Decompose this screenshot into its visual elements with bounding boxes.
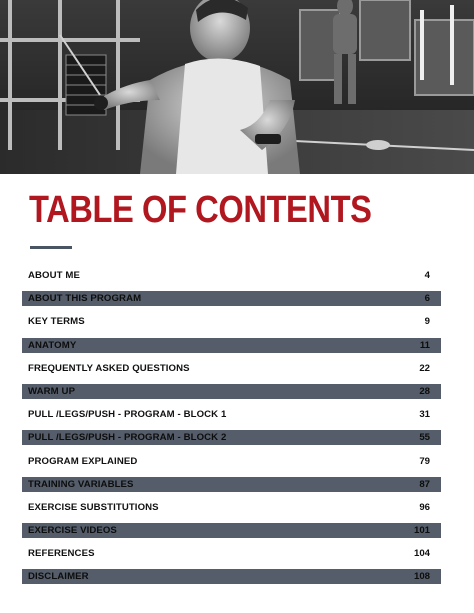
- toc-entry-label: ABOUT THIS PROGRAM: [28, 293, 142, 305]
- toc-entry-page-number: 6: [424, 293, 430, 305]
- toc-entry[interactable]: [22, 407, 441, 422]
- toc-entry[interactable]: [22, 569, 441, 584]
- toc-entry-label: REFERENCES: [28, 548, 95, 560]
- toc-entry-label: PULL /LEGS/PUSH - PROGRAM - BLOCK 1: [28, 409, 227, 421]
- toc-entry-page-number: 87: [419, 478, 430, 490]
- toc-entry[interactable]: [22, 454, 441, 469]
- toc-entry-label: ANATOMY: [28, 339, 77, 351]
- toc-entry-page-number: 4: [424, 270, 430, 281]
- toc-entry[interactable]: [22, 314, 441, 329]
- toc-entry-page-number: 55: [419, 432, 430, 444]
- toc-entry-page-number: 31: [419, 409, 430, 421]
- toc-entry-label: EXERCISE SUBSTITUTIONS: [28, 501, 159, 513]
- toc-entry-page-number: 108: [413, 571, 430, 583]
- toc-entry-label: PULL /LEGS/PUSH - PROGRAM - BLOCK 2: [28, 432, 227, 444]
- toc-entry-page-number: 96: [419, 501, 430, 513]
- hero-photo: [0, 0, 474, 174]
- toc-entry[interactable]: [22, 430, 441, 445]
- toc-entry[interactable]: [22, 268, 441, 283]
- toc-entry[interactable]: [22, 338, 441, 353]
- toc-entry-label: FREQUENTLY ASKED QUESTIONS: [28, 362, 190, 374]
- toc-entry[interactable]: [22, 291, 441, 306]
- toc-entry-label: PROGRAM EXPLAINED: [28, 455, 138, 467]
- toc-entry[interactable]: [22, 384, 441, 399]
- gym-photo-illustration: [0, 0, 474, 174]
- toc-entry[interactable]: [22, 546, 441, 561]
- toc-entry[interactable]: [22, 477, 441, 492]
- toc-entry-label: ABOUT ME: [28, 270, 80, 281]
- toc-entry-page-number: 9: [424, 316, 430, 328]
- toc-entry-label: KEY TERMS: [28, 316, 85, 328]
- toc-entry-label: EXERCISE VIDEOS: [28, 525, 117, 537]
- toc-entry-label: DISCLAIMER: [28, 571, 89, 583]
- toc-entry-page-number: 104: [413, 548, 430, 560]
- toc-entry-page-number: 79: [419, 455, 430, 467]
- toc-entry-page-number: 11: [419, 339, 430, 351]
- toc-entry-page-number: 28: [419, 385, 430, 397]
- toc-entry-label: TRAINING VARIABLES: [28, 478, 134, 490]
- toc-entry[interactable]: [22, 361, 441, 376]
- title-divider: [30, 246, 72, 249]
- toc-entry[interactable]: [22, 523, 441, 538]
- page-title: TABLE OF CONTENTS: [29, 189, 372, 231]
- table-of-contents: [22, 268, 441, 593]
- toc-entry[interactable]: [22, 500, 441, 515]
- toc-entry-page-number: 22: [419, 362, 430, 374]
- toc-entry-label: WARM UP: [28, 385, 76, 397]
- toc-entry-page-number: 101: [413, 525, 430, 537]
